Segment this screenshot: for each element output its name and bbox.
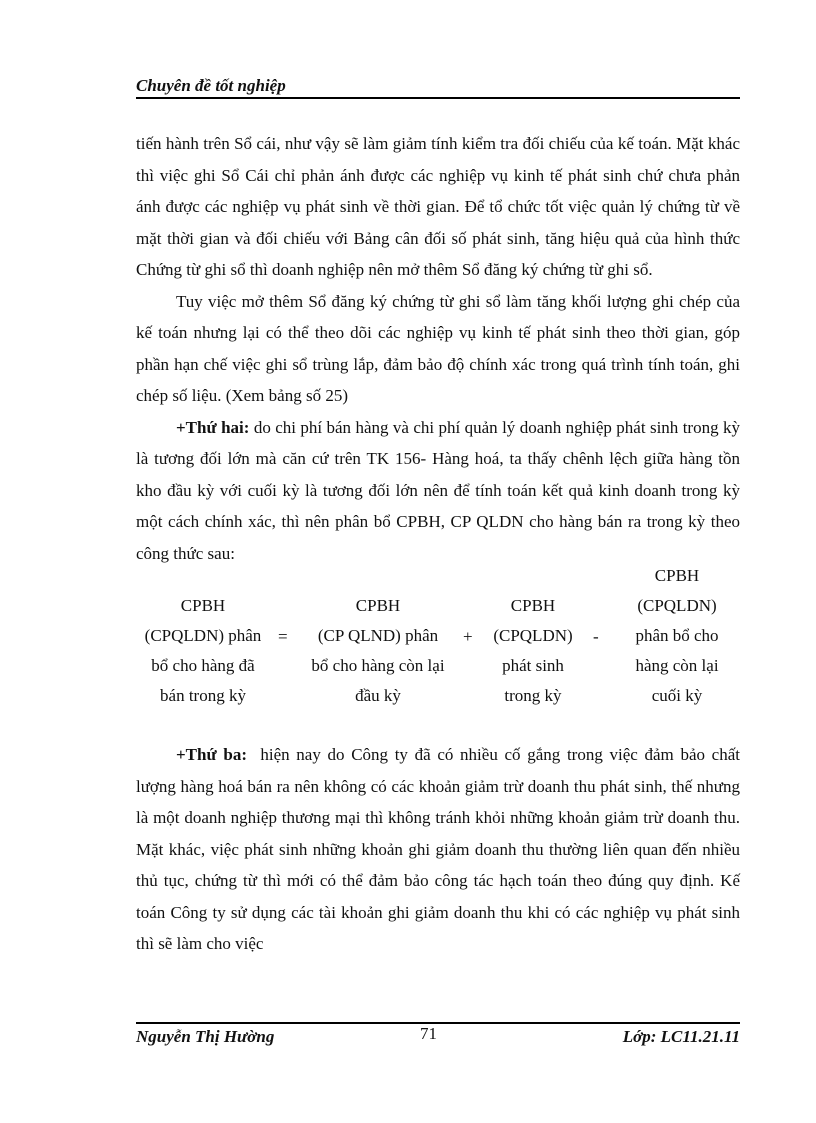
- running-header-title: Chuyên đề tốt nghiệp: [136, 76, 286, 95]
- footer-author: Nguyễn Thị Hường: [136, 1027, 275, 1046]
- formula-line: CPBH: [510, 596, 556, 615]
- paragraph-4: [136, 739, 745, 960]
- formula-line: (CPQLDN): [637, 596, 717, 615]
- paragraph-3-text: do chi phí bán hàng và chi phí quản lý doanh nghiệp phát sinh trong kỳ là tương đối lớn mà căn cứ trên TK 156- Hàng hoá, ta thấy chênh lệch giữa hàng tồn kho đầu kỳ với cuối kỳ là tương đối lớn nên để tính toán kết quả kinh doanh trong kỳ một cách chính xác, thì nên phân bổ CPBH, CP QLDN cho hàng bán ra trong kỳ theo công thức sau:: [136, 417, 740, 563]
- formula-line: phát sinh: [502, 656, 564, 675]
- formula-term-closing-balance: [614, 561, 740, 711]
- formula-line: phân bổ cho: [635, 626, 719, 645]
- paragraph-1: tiến hành trên Sổ cái, như vậy sẽ làm giảm tính kiểm tra đối chiếu của kế toán. Mặt khác thì việc ghi Sổ Cái chỉ phản ánh được các nghiệp vụ kinh tế phát sinh chứ chưa phản ánh được các nghiệp vụ phát sinh về thời gian. Để tổ chức tốt việc quản lý chứng từ về mặt thời gian và đối chiếu với Bảng cân đối số phát sinh, tăng hiệu quả của hình thức Chứng từ ghi sổ thì doanh nghiệp nên mở thêm Sổ đăng ký chứng từ ghi sổ.: [136, 134, 740, 279]
- formula-line: CPBH: [355, 596, 401, 615]
- allocation-formula: [136, 566, 740, 739]
- formula-line: đầu kỳ: [355, 686, 401, 705]
- formula-line: bán trong kỳ: [160, 686, 246, 705]
- footer-rule: [136, 1022, 740, 1024]
- paragraph-4-text: hiện nay do Công ty đã có nhiều cố gắng trong việc đảm bảo chất lượng hàng hoá bán ra nên không có các khoản giảm trừ doanh thu phát sinh, thế nhưng là một doanh nghiệp thương mại thì không tránh khỏi những khoản giảm trừ doanh thu. Mặt khác, việc phát sinh những khoản ghi giảm doanh thu thường liên quan đến nhiều thủ tục, chứng từ thì mới có thể đảm bảo công tác hạch toán theo đúng quy định. Kế toán Công ty sử dụng các tài khoản ghi giảm doanh thu khi có các nghiệp vụ phát sinh thì sẽ làm cho việc: [136, 745, 745, 953]
- header-rule: [136, 97, 740, 99]
- formula-line: cuối kỳ: [651, 686, 703, 705]
- paragraph-4-lead: +Thứ ba:: [176, 745, 247, 764]
- formula-line: trong kỳ: [504, 686, 562, 705]
- formula-minus-sign: -: [593, 627, 599, 646]
- footer-class-label: Lớp: LC11.21.11: [622, 1027, 740, 1046]
- paragraph-2: Tuy việc mở thêm Sổ đăng ký chứng từ ghi sổ làm tăng khối lượng ghi chép của kế toán nhưng lại có thể theo dõi các nghiệp vụ kinh tế phát sinh theo thời gian, góp phần hạn chế việc ghi sổ trùng lắp, đảm bảo độ chính xác trong quá trình tính toán, ghi chép số liệu. (Xem bảng số 25): [136, 291, 740, 405]
- paragraph-3-lead: +Thứ hai:: [176, 417, 250, 437]
- formula-line: (CPQLDN) phân: [144, 626, 262, 645]
- formula-line: CPBH: [654, 566, 700, 585]
- formula-term-incurred: [478, 591, 588, 711]
- formula-line: bổ cho hàng còn lại: [311, 656, 445, 675]
- formula-plus-sign: +: [463, 627, 473, 646]
- formula-term-allocated-sold: [130, 591, 276, 711]
- paragraph-3: [136, 412, 740, 570]
- formula-line: bổ cho hàng đã: [151, 656, 255, 675]
- formula-term-opening-balance: [298, 591, 458, 711]
- page-number: 71: [420, 1024, 437, 1043]
- page-body: [136, 128, 745, 960]
- formula-line: (CPQLDN): [493, 626, 573, 645]
- formula-line: CPBH: [180, 596, 226, 615]
- formula-line: hàng còn lại: [635, 656, 719, 675]
- formula-equals-sign: =: [278, 627, 288, 646]
- formula-line: (CP QLND) phân: [317, 626, 439, 645]
